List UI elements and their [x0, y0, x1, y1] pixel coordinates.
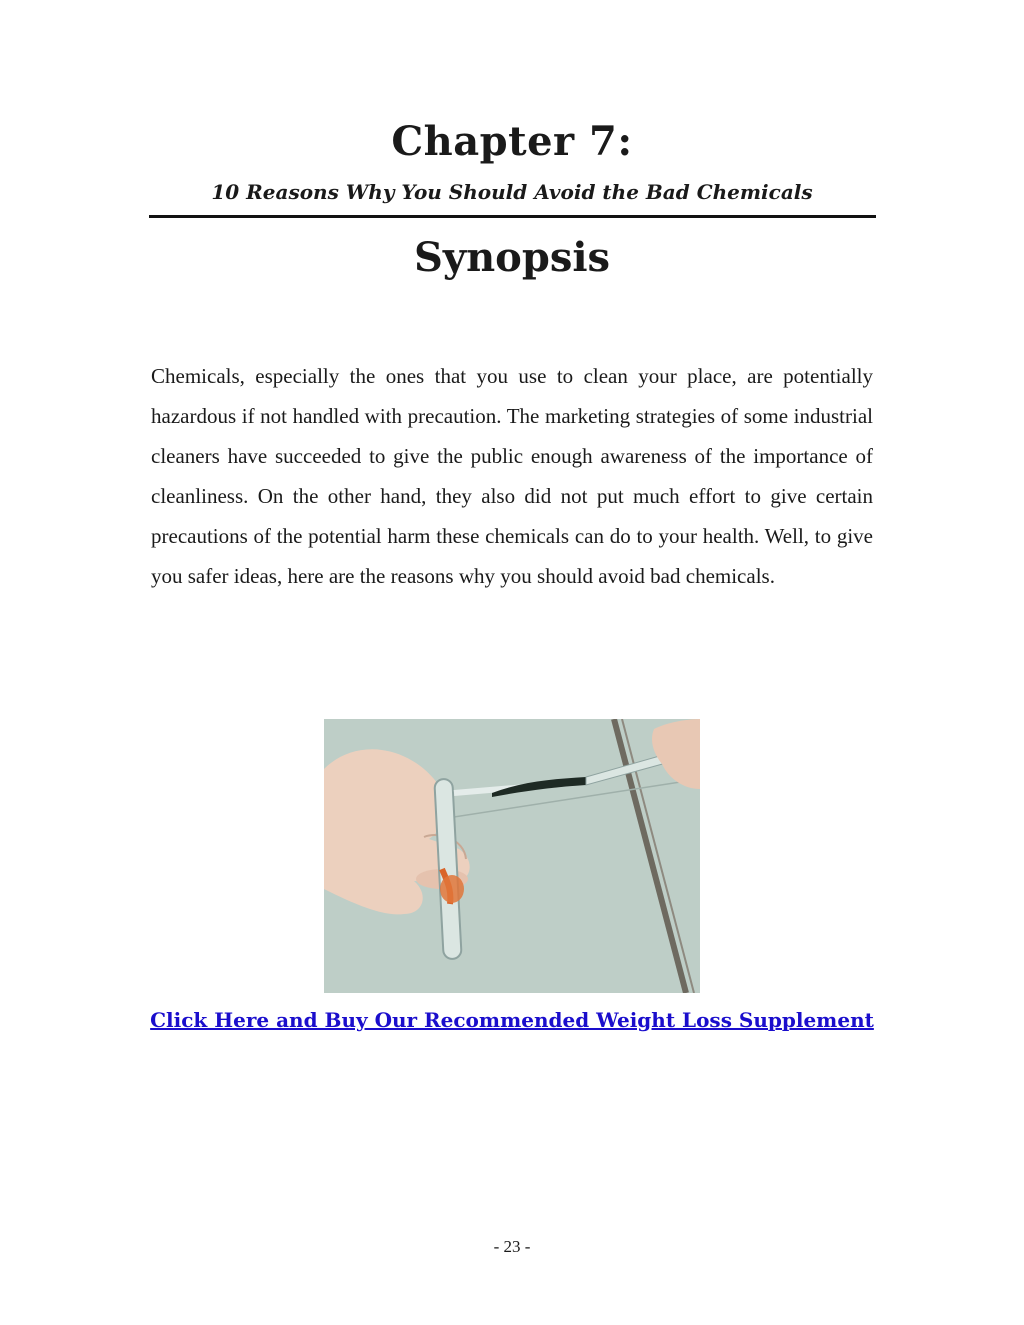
buy-supplement-link[interactable]: Click Here and Buy Our Recommended Weight Loss Supplement [150, 1008, 874, 1032]
section-title: Synopsis [413, 234, 611, 281]
chapter-subtitle: 10 Reasons Why You Should Avoid the Bad Chemicals [211, 180, 813, 204]
page-number: - 23 - [493, 1237, 531, 1256]
chapter-title: Chapter 7: [391, 118, 633, 165]
synopsis-paragraph: Chemicals, especially the ones that you use to clean your place, are potentially hazardous if not handled with precaution. The marketing strategies of some industrial cleaners have succeeded to give the public enough awareness of the importance of cleanliness. On the other hand, they also did not put much effort to give certain precautions of the potential harm these chemicals can do to your health. Well, to give you safer ideas, here are the reasons why you should avoid bad chemicals. [151, 364, 873, 588]
header-divider [149, 215, 876, 218]
test-tube-photo [324, 719, 700, 993]
